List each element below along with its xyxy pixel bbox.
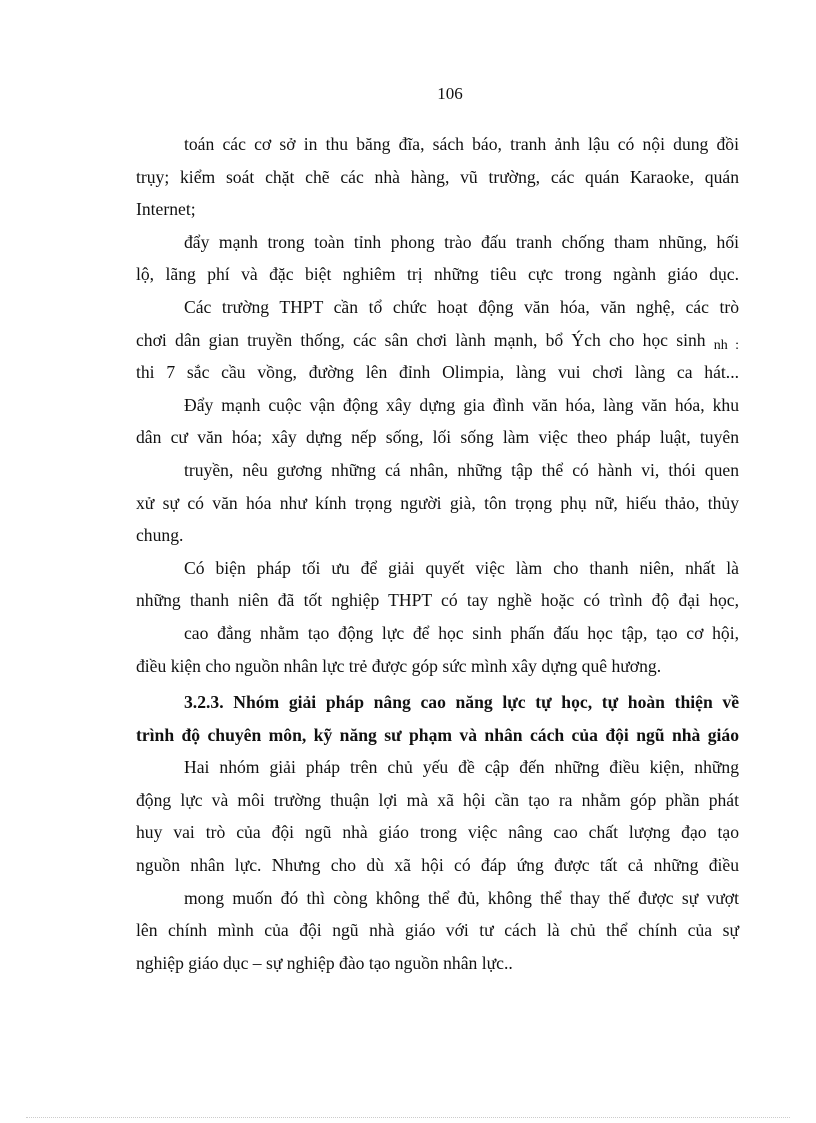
- text-line: trụy; kiểm soát chặt chẽ các nhà hàng, vũ trường, các quán Karaoke, quán: [136, 166, 739, 187]
- text-line-with-fragment: [136, 324, 739, 357]
- text-line: Có biện pháp tối ưu để giải quyết việc làm cho thanh niên, nhất là: [184, 557, 739, 578]
- text-line: truyền, nêu gương những cá nhân, những tập thể có hành vi, thói quen: [184, 459, 739, 480]
- text-line: những thanh niên đã tốt nghiệp THPT có tay nghề hoặc có trình độ đại học,: [136, 590, 739, 611]
- text-line: cao đẳng nhằm tạo động lực để học sinh phấn đấu học tập, tạo cơ hội,: [184, 622, 739, 643]
- text-line: nghiệp giáo dục – sự nghiệp đào tạo nguồn nhân lực..: [136, 952, 513, 973]
- text-line: nguồn nhân lực. Nhưng cho dù xã hội có đáp ứng được tất cả những điều: [136, 855, 739, 876]
- page-number: 106: [437, 84, 463, 103]
- text-line: lên chính mình của đội ngũ nhà giáo với tư cách là chủ thể chính của sự: [136, 920, 739, 941]
- text-line: Internet;: [136, 199, 196, 220]
- text-segment: chơi dân gian truyền thống, các sân chơi lành mạnh, bổ Ých cho học sinh: [136, 329, 706, 350]
- text-line: đẩy mạnh trong toàn tỉnh phong trào đấu tranh chống tham nhũng, hối: [184, 231, 739, 252]
- section-heading: trình độ chuyên môn, kỹ năng sư phạm và nhân cách của đội ngũ nhà giáo: [136, 724, 739, 745]
- text-line: mong muốn đó thì còng không thể đủ, không thể thay thế được sự vượt: [184, 887, 739, 908]
- text-line: dân cư văn hóa; xây dựng nếp sống, lối sống làm việc theo pháp luật, tuyên: [136, 427, 739, 448]
- text-line: Đẩy mạnh cuộc vận động xây dựng gia đình văn hóa, làng văn hóa, khu: [184, 394, 739, 415]
- text-line: động lực và môi trường thuận lợi mà xã hội cần tạo ra nhằm góp phần phát: [136, 789, 739, 810]
- text-line: toán các cơ sở in thu băng đĩa, sách báo, tranh ảnh lậu có nội dung đồi: [184, 134, 739, 154]
- text-line: lộ, lãng phí và đặc biệt nghiêm trị những tiêu cực trong ngành giáo dục.: [136, 264, 739, 285]
- stray-fragment: nh :: [713, 337, 740, 353]
- body-text: [136, 128, 739, 979]
- text-line: Hai nhóm giải pháp trên chủ yếu đề cập đến những điều kiện, những: [184, 757, 739, 778]
- text-line: huy vai trò của đội ngũ nhà giáo trong việc nâng cao chất lượng đạo tạo: [136, 822, 739, 843]
- text-line: Các trường THPT cần tổ chức hoạt động văn hóa, văn nghệ, các trò: [184, 296, 739, 317]
- page-bottom-divider: [26, 1117, 790, 1118]
- section-heading: 3.2.3. Nhóm giải pháp nâng cao năng lực tự học, tự hoàn thiện về: [184, 692, 739, 713]
- text-line: thi 7 sắc cầu vồng, đường lên đỉnh Olimpia, làng vui chơi làng ca hát...: [136, 362, 739, 383]
- text-line: xử sự có văn hóa như kính trọng người già, tôn trọng phụ nữ, hiếu thảo, thủy: [136, 492, 739, 513]
- text-line: điều kiện cho nguồn nhân lực trẻ được góp sức mình xây dựng quê hương.: [136, 655, 662, 676]
- text-line: chung.: [136, 525, 184, 546]
